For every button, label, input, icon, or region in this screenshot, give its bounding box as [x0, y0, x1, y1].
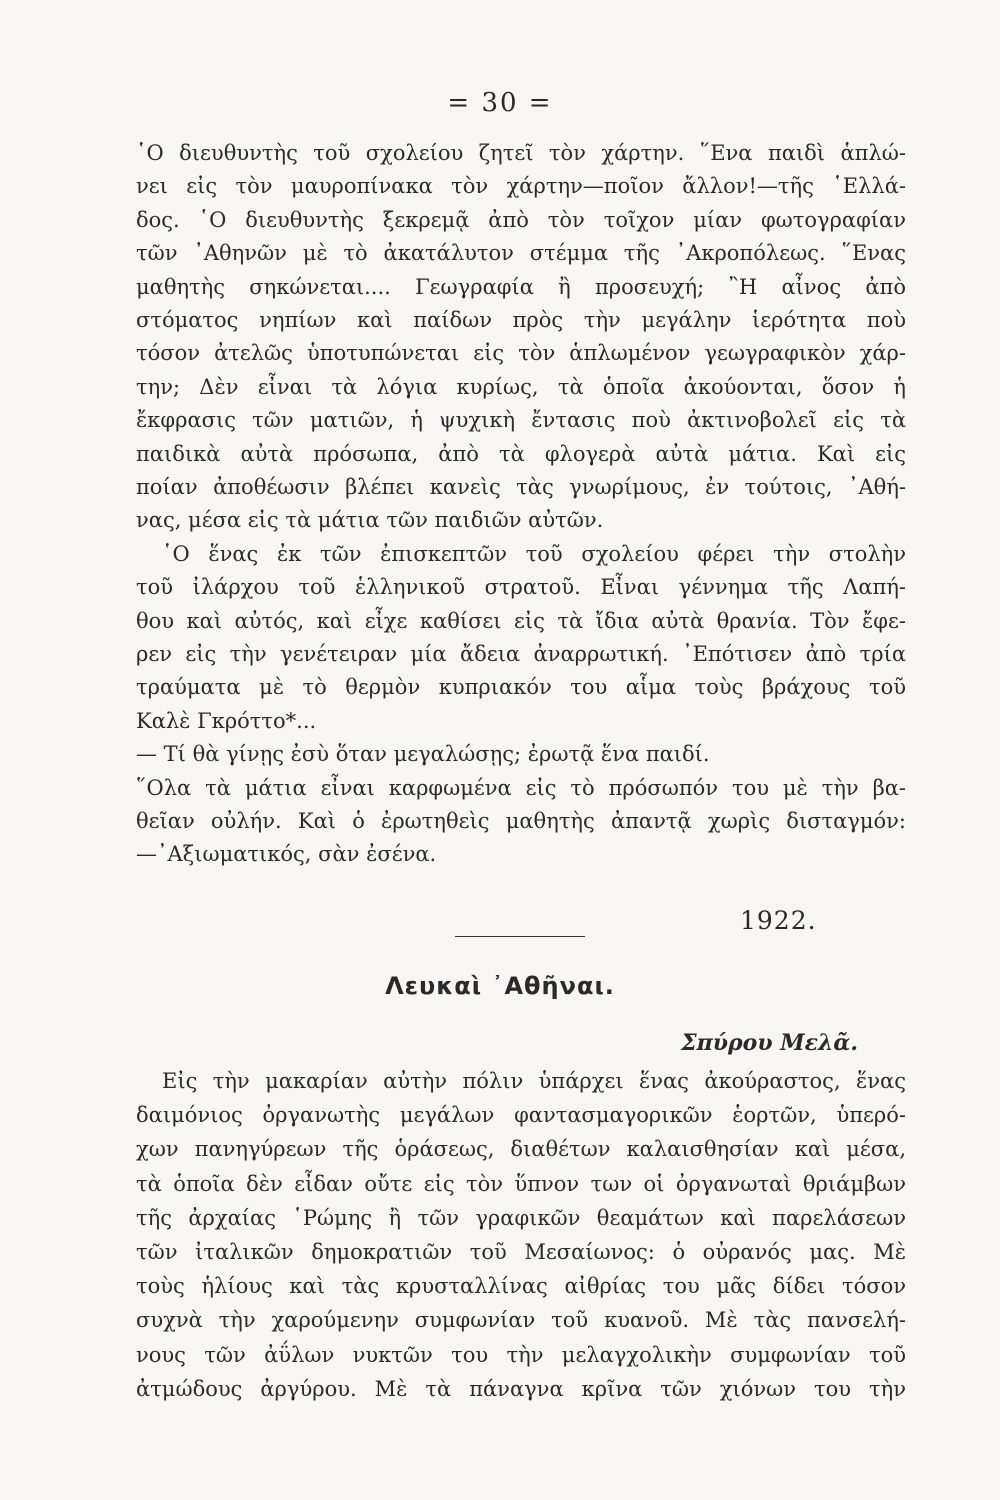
text-line: νους τῶν ἀΰλων νυκτῶν του τὴν μελαγχολικὴν συμφωνίαν τοῦ	[136, 1342, 906, 1367]
text-line: ποίαν ἀποθέωσιν βλέπει κανεὶς τὰς γνωρίμους, ἐν τούτοις, ᾿Αθή-	[136, 475, 906, 499]
text-line: νει εἰς τὸν μαυροπίνακα τὸν χάρτην—ποῖον ἄλλον!—τῆς ῾Ελλά-	[136, 174, 906, 199]
text-line: τῶν ᾿Αθηνῶν μὲ τὸ ἀκατάλυτον στέμμα τῆς ᾿Ακροπόλεως. ῞Ενας	[136, 241, 906, 266]
text-line: ῾Ο ἕνας ἐκ τῶν ἐπισκεπτῶν τοῦ σχολείου φέρει τὴν στολὴν	[162, 541, 906, 566]
text-line: την; Δὲν εἶναι τὰ λόγια κυρίως, τὰ ὁποῖα ἀκούονται, ὅσον ἡ	[136, 374, 906, 399]
text-line: τραύματα μὲ τὸ θερμὸν κυπριακόν του αἷμα τοὺς βράχους τοῦ	[136, 675, 906, 700]
text-line: Εἰς τὴν μακαρίαν αὐτὴν πόλιν ὑπάρχει ἕνας ἀκούραστος, ἕνας	[162, 1069, 906, 1093]
text-line: Καλὲ Γκρόττο*...	[136, 708, 317, 733]
text-line: παιδικὰ αὐτὰ πρόσωπα, ἀπὸ τὰ φλογερὰ αὐτὰ μάτια. Καὶ εἰς	[136, 441, 906, 466]
text-line: ῞Ολα τὰ μάτια εἶναι καρφωμένα εἰς τὸ πρόσωπόν του μὲ τὴν βα-	[136, 775, 906, 800]
text-line: χων πανηγύρεων τῆς ὁράσεως, διαθέτων καλαισθησίαν καὶ μέσα,	[136, 1137, 906, 1162]
text-line: μαθητὴς σηκώνεται.... Γεωγραφία ἢ προσευχή; ῍Η αἶνος ἀπὸ	[136, 274, 906, 299]
text-line: στόματος νηπίων καὶ παίδων πρὸς τὴν μεγάλην ἱερότητα ποὺ	[136, 308, 906, 332]
text-line: δαιμόνιος ὀργανωτὴς μεγάλων φαντασμαγορικῶν ἑορτῶν, ὑπερό-	[136, 1103, 906, 1128]
text-line: θεῖαν οὐλήν. Καὶ ὁ ἐρωτηθεὶς μαθητὴς ἀπαντᾷ χωρὶς δισταγμόν:	[136, 809, 906, 833]
text-line: τῶν ἰταλικῶν δημοκρατιῶν τοῦ Μεσαίωνος: ὁ οὐρανός μας. Μὲ	[136, 1240, 906, 1264]
text-line: θου καὶ αὐτός, καὶ εἶχε καθίσει εἰς τὰ ἴδια αὐτὰ θρανία. Τὸν ἔφε-	[136, 608, 906, 633]
text-line: ῾Ο διευθυντὴς τοῦ σχολείου ζητεῖ τὸν χάρτην. ῞Ενα παιδὶ ἁπλώ-	[136, 141, 906, 165]
text-line: νας, μέσα εἰς τὰ μάτια τῶν παιδιῶν αὐτῶν.	[136, 508, 604, 533]
section-1-year: 1922.	[740, 906, 817, 935]
text-line: δος. ῾Ο διευθυντὴς ξεκρεμᾷ ἀπὸ τὸν τοῖχον μίαν φωτογραφίαν	[136, 207, 906, 232]
text-line: ἔκφρασις τῶν ματιῶν, ἡ ψυχικὴ ἔντασις ποὺ ἀκτινοβολεῖ εἰς τὰ	[136, 408, 906, 433]
section-2-title: Λευκαὶ ᾿Αθῆναι.	[385, 972, 615, 1000]
page-number: = 30 =	[447, 88, 553, 118]
section-divider	[455, 936, 585, 937]
text-line: ἀτμώδους ἀργύρου. Μὲ τὰ πάναγνα κρῖνα τῶν χιόνων του τὴν	[136, 1376, 906, 1401]
text-line: τῆς ἀρχαίας ῾Ρώμης ἢ τῶν γραφικῶν θεαμάτων καὶ παρελάσεων	[136, 1205, 906, 1230]
text-line: τόσον ἀτελῶς ὑποτυπώνεται εἰς τὸν ἁπλωμένον γεωγραφικὸν χάρ-	[136, 341, 906, 366]
text-line: τοῦ ἰλάρχου τοῦ ἑλληνικοῦ στρατοῦ. Εἶναι γέννημα τῆς Λαπή-	[136, 575, 906, 600]
text-line: —᾿Αξιωματικός, σὰν ἐσένα.	[136, 842, 437, 867]
text-line: — Τί θὰ γίνῃς ἐσὺ ὅταν μεγαλώσῃς; ἐρωτᾷ ἕνα παιδί.	[136, 742, 710, 767]
text-line: τοὺς ἡλίους καὶ τὰς κρυσταλλίνας αἰθρίας του μᾶς δίδει τόσον	[136, 1274, 906, 1299]
section-2-author: Σπύρου Μελᾶ.	[681, 1030, 858, 1056]
text-line: τὰ ὁποῖα δὲν εἶδαν οὔτε εἰς τὸν ὕπνον των οἱ ὀργανωταὶ θριάμβων	[136, 1171, 906, 1196]
text-line: συχνὰ τὴν χαρούμενην συμφωνίαν τοῦ κυανοῦ. Μὲ τὰς πανσελή-	[136, 1308, 906, 1333]
text-line: ρεν εἰς τὴν γενέτειραν μία ἄδεια ἀναρρωτική. ᾿Επότισεν ἀπὸ τρία	[136, 642, 906, 666]
